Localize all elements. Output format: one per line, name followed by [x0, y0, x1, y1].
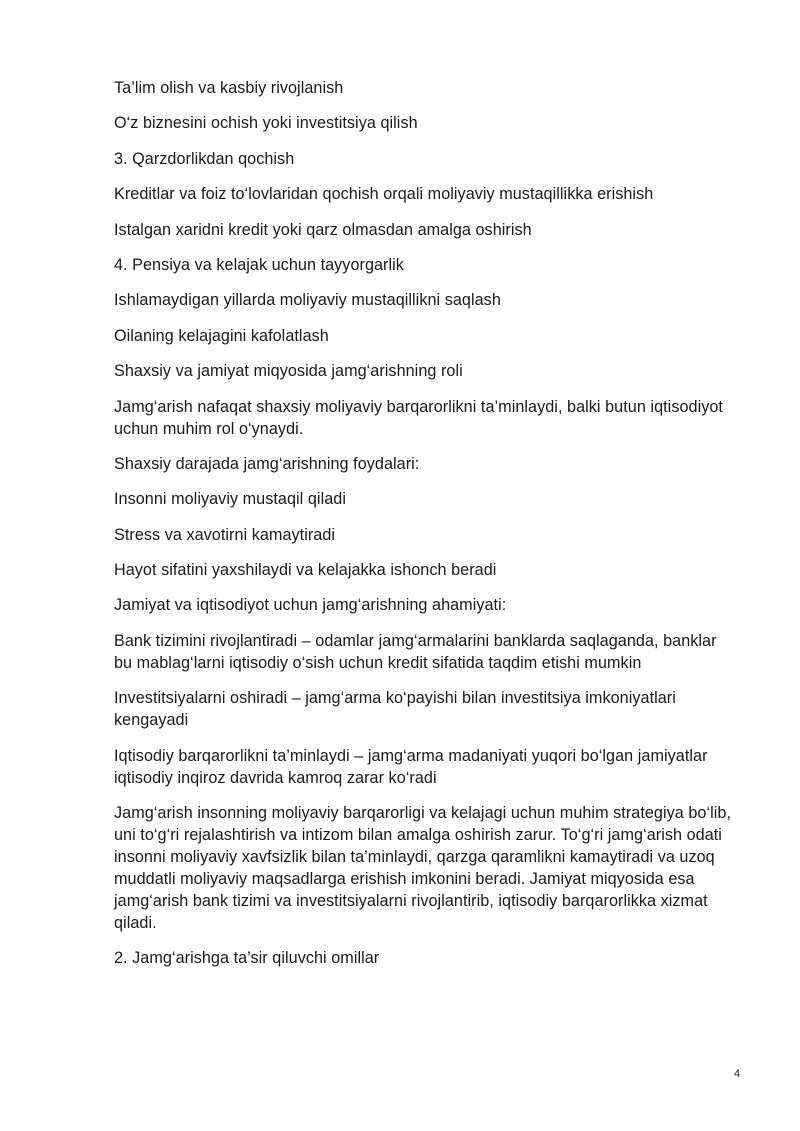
paragraph: Insonni moliyaviy mustaqil qiladi — [114, 490, 346, 509]
paragraph: Ta’lim olish va kasbiy rivojlanish — [114, 79, 344, 97]
paragraph: Investitsiyalarni oshiradi – jamg‘arma ko‘payishi bilan investitsiya imkoniyatlari kengayadi — [114, 689, 676, 730]
section-heading: 3. Qarzdorlikdan qochish — [114, 149, 295, 168]
section-heading: 4. Pensiya va kelajak uchun tayyorgarlik — [114, 255, 404, 274]
paragraph: Ishlamaydigan yillarda moliyaviy mustaqillikni saqlash — [114, 291, 501, 310]
section-heading: 2. Jamg‘arishga ta’sir qiluvchi omillar — [114, 949, 380, 968]
subheading: Jamiyat va iqtisodiyot uchun jamg‘arishning ahamiyati: — [114, 596, 507, 615]
paragraph: Stress va xavotirni kamaytiradi — [114, 525, 336, 544]
paragraph: Istalgan xaridni kredit yoki qarz olmasdan amalga oshirish — [114, 220, 532, 239]
paragraph: Jamg‘arish nafaqat shaxsiy moliyaviy barqarorlikni ta’minlaydi, balki butun iqtisodiyot uchun muhim rol o‘ynaydi. — [114, 397, 723, 438]
subheading: Shaxsiy darajada jamg‘arishning foydalari: — [114, 454, 420, 473]
paragraph: Jamg‘arish insonning moliyaviy barqarorligi va kelajagi uchun muhim strategiya bo‘lib, uni to‘g‘ri rejalashtirish va intizom bilan amalga oshirish zarur. To‘g‘ri jamg‘arish odati insonni moliyaviy xavfsizlik bilan ta’minlaydi, qarzga qaramlikni kamaytiradi va uzoq muddatli moliyaviy maqsadlarga erishish imkonini beradi. Jamiyat miqyosida esa jamg‘arish bank tizimi va investitsiyalarni rivojlantirib, iqtisodiy barqarorlikka xizmat qiladi. — [114, 804, 732, 933]
paragraph: Iqtisodiy barqarorlikni ta’minlaydi – jamg‘arma madaniyati yuqori bo‘lgan jamiyatlar iqtisodiy inqiroz davrida kamroq zarar ko‘radi — [114, 746, 708, 787]
paragraph: Oilaning kelajagini kafolatlash — [114, 326, 329, 345]
paragraph: O‘z biznesini ochish yoki investitsiya qilish — [114, 114, 418, 133]
page-number: 4 — [734, 1068, 741, 1080]
paragraph: Bank tizimini rivojlantiradi – odamlar jamg‘armalarini banklarda saqlaganda, banklar bu mablag‘larni iqtisodiy o‘sish uchun kredit sifatida taqdim etishi mumkin — [114, 631, 717, 672]
page-body — [114, 77, 734, 983]
subheading: Shaxsiy va jamiyat miqyosida jamg‘arishning roli — [114, 362, 463, 381]
paragraph: Hayot sifatini yaxshilaydi va kelajakka ishonch beradi — [114, 561, 497, 580]
paragraph: Kreditlar va foiz to‘lovlaridan qochish orqali moliyaviy mustaqillikka erishish — [114, 185, 654, 204]
